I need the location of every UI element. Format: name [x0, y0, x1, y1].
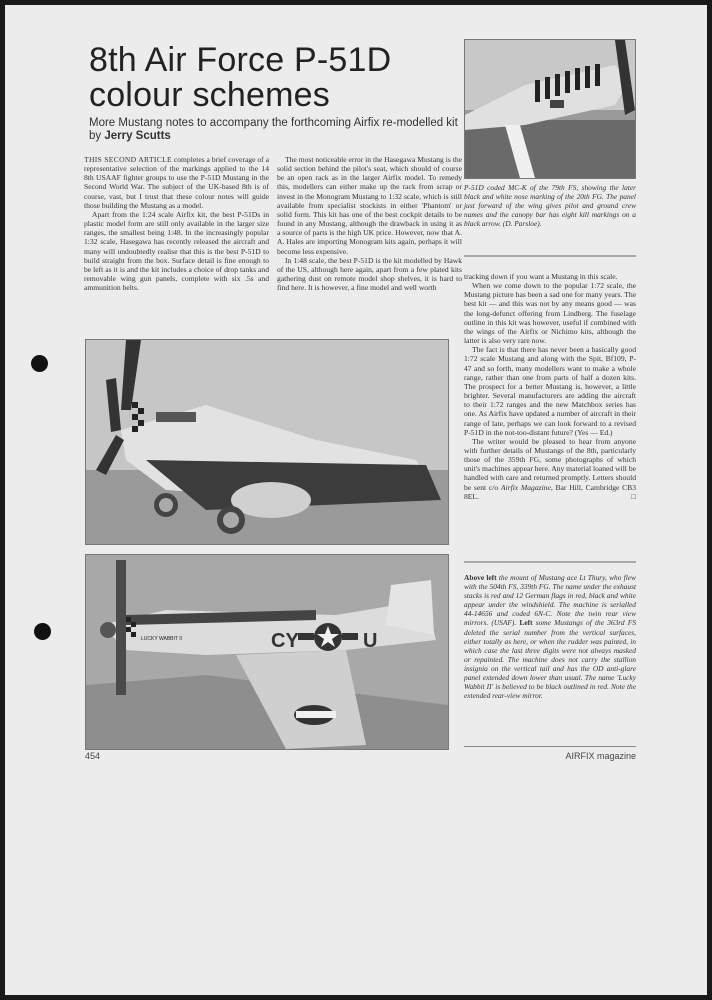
paragraph: The fact is that there has never been a basically good 1:72 scale Mustang and along with the Spit, Bf109, P-47 and so forth, many modellers want to make a whole range, rather than one from parts of half a dozen kits. The prospect for a better Mustang is, however, a little brighter. Several manufacturers are adding the aircraft to their 1:72 ranges and the new Matchbox series has one. As Airfix have updated a number of aircraft in their range of late, perhaps we can look forward to a revised P-51D in the not-too-distant future? (Yes — Ed.) [464, 345, 636, 437]
divider [464, 255, 636, 257]
paragraph: tracking down if you want a Mustang in this scale. [464, 272, 618, 281]
text-column-3 [464, 272, 636, 501]
magazine-name: AIRFIX magazine [565, 751, 636, 761]
photo-top-right [464, 39, 636, 179]
subtitle-text: More Mustang notes to accompany the forthcoming Airfix re-modelled kit by [89, 117, 458, 142]
caption-top-right: P-51D coded MC-K of the 79th FS, showing the later black and white nose marking of the 20th FG. The panel just forward of the wing gives pilot and ground crew names and the canopy bar has eight kill markings on a black arrow. (D. Parsloe). [464, 183, 636, 229]
article-subtitle [89, 117, 469, 143]
article-title [89, 43, 469, 113]
aircraft-on-ground-photo-icon [86, 340, 448, 544]
fuselage-code-right: U [363, 630, 378, 652]
photo-bottom-left [85, 554, 449, 750]
aircraft-in-flight-photo-icon [86, 555, 448, 749]
paragraph: In 1:48 scale, the best P-51D is the kit modelled by Hawk of the US, although here again, apart from a few plated kits gathering dust on remote model shop shelves, it is hard to find here. It is however, a fine model and well worth [277, 255, 462, 293]
caption-bottom-right: Above left the mount of Mustang ace Lt Thury, who flew with the 504th FS, 339th FG. The name under the exhaust stacks is red and 12 German flags in red, black and white appear under the windshield. The machine is serialled 44-14656 and coded 6N-C. Note the twin rear view mirrors. (USAF). Left some Mustangs of the 363rd FS deleted the serial number from the vertical surfaces, either totally as here, or when the rudder was painted, in which case the last three digits were not always masked or repainted. The machine does not carry the stallion insignia on the vertical tail and has the OD anti-glare panel extended down lower than usual. The name 'Lucky Wabbit II' is believed to be black outlined in red. Note the extended rear-view mirror. [464, 573, 637, 701]
divider [464, 746, 636, 747]
lead-caps: THIS SECOND ARTICLE [84, 155, 172, 164]
paragraph: The most noticeable error in the Hasegawa Mustang is the solid section behind the pilot's seat, which should of course be an open rack as in the larger Airfix model. To remedy this, modellers can either make up the rack from scrap or invest in the Monogram Mustang to 1:32 scale, which is still available from specialist stockists in either 'Phantom' or solid form. This kit has one of the best cockpit details to be found in any Mustang, although the drawback in using it as a source of parts is the high UK price. However, now that A. A. Hales are importing Monogram kits again, perhaps it will become less expensive. [277, 155, 462, 256]
page-number: 454 [85, 751, 101, 761]
binder-hole-icon [31, 355, 48, 372]
paragraph: When we come down to the popular 1:72 scale, the Mustang picture has been a sad one for many years. The best kit — and this was not by any means good — was the long-defunct offering from Lindberg. The fuselage outline in this kit was however, useful if combined with the wings of the Airfix or Nichimo kits, although the latter is also very rare now. [464, 281, 636, 346]
svg-text:LUCKY WABBIT II: LUCKY WABBIT II [141, 636, 183, 642]
title-line-1: 8th Air Force P-51D [89, 41, 392, 79]
magazine-page [5, 5, 707, 995]
paragraph: THIS SECOND ARTICLE completes a brief coverage of a representative selection of the markings applied to the 14 8th USAAF fighter groups to use the P-51D Mustang in the Second World War. The subject of the UK-based 8th is of course, vast, but I trust that these colour notes will guide those building the Mustang as a model. [84, 155, 269, 210]
paragraph: Apart from the 1:24 scale Airfix kit, the best P-51Ds in plastic model form are still only available in the larger size ranges, the smallest being 1:48. In the increasingly popular 1:32 scale, Hasegawa has recently released the aircraft and many will undoubtedly realise that this is the best P-51D to build straight from the box. Surface detail is fine enough to be left as it is and the kit includes a choice of drop tanks and removable wing gun panels, complete with six .5s and ammunition belts. [84, 209, 269, 293]
aircraft-photo-icon [465, 40, 635, 178]
text-column-2 [277, 155, 462, 292]
author-name: Jerry Scutts [104, 130, 171, 142]
paragraph: The writer would be pleased to hear from anyone with further details of Mustangs of the 8th, particularly those of the 359th FG, some photographs of which unit's machines appear here. Any material loaned will be handled with care and returned promptly. Letters should be sent c/o Airfix Magazine, Bar Hill, Cambridge CB3 8EL. □ [464, 436, 637, 501]
title-line-2: colour schemes [89, 76, 330, 114]
photo-middle-left [85, 339, 449, 545]
divider [464, 561, 636, 563]
text-column-1 [84, 155, 269, 292]
fuselage-code-left: CY [271, 630, 299, 652]
end-mark-icon: □ [631, 491, 636, 501]
binder-hole-icon [34, 623, 51, 640]
